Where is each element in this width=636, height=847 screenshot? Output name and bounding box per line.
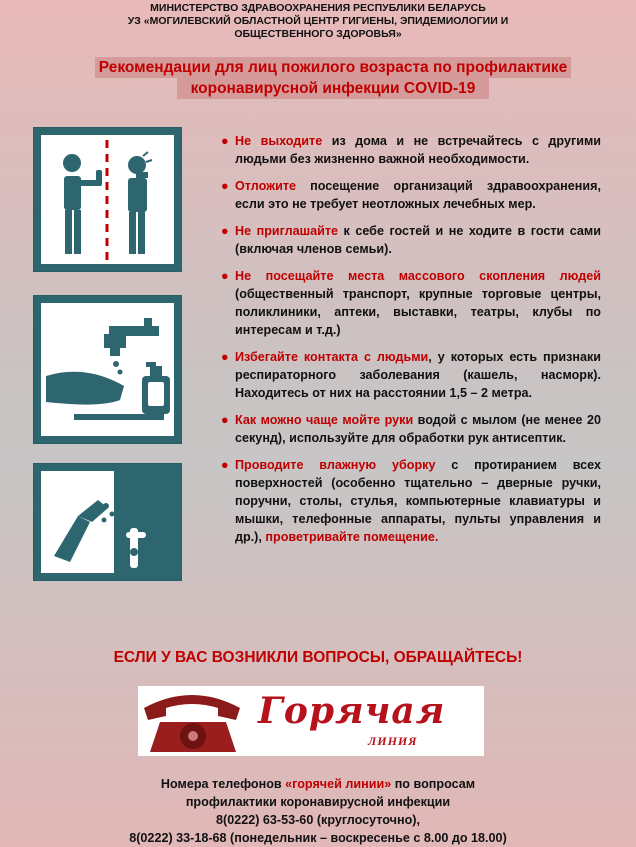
item-text: посещение организаций здравоохранения, если это не требует неотложных лечебных мер. [235,179,601,211]
phone-number-1: 8(0222) 63-53-60 (круглосуточно), [216,813,420,827]
item-highlight: Отложите [235,179,297,193]
no-contact-icon [33,127,182,272]
footer-contacts [0,775,636,847]
item-text: водой с мылом (не менее 20 секунд), используйте для обработки рук антисептик. [235,413,601,445]
list-item [219,267,601,339]
list-item [219,411,601,447]
item-highlight: Не выходите [235,134,323,148]
item-text: (общественный транспорт, крупные торговые центры, поликлиники, аптеки, выставки, театры, клубы по интересам и т.д.) [235,287,601,337]
handwashing-icon [33,295,182,444]
footer-line-1: Номера телефонов «горячей линии» по вопросам [160,777,476,791]
item-highlight: Проводите влажную уборку [235,458,436,472]
item-text: с протиранием всех поверхностей (особенно тщательно – дверные ручки, поручни, столы, стулья, компьютерные клавиатуры и мышки, телефонные аппараты, пульты управления и др.), [235,458,601,544]
bullet-icon: ● [221,224,229,238]
list-item [219,177,601,213]
call-to-action: ЕСЛИ У ВАС ВОЗНИКЛИ ВОПРОСЫ, ОБРАЩАЙТЕСЬ! [113,649,523,666]
item-highlight: проветривайте помещение. [265,530,439,544]
hotline-title: Горячая [258,690,446,732]
list-item [219,348,601,402]
title-line-2: коронавирусной инфекции COVID-19 [177,78,490,99]
list-item [219,222,601,258]
bullet-icon: ● [221,413,229,427]
title-line-1: Рекомендации для лиц пожилого возраста по профилактике [95,57,571,78]
hotline-highlight: «горячей линии» [285,777,392,791]
header-line-1: МИНИСТЕРСТВО ЗДРАВООХРАНЕНИЯ РЕСПУБЛИКИ БЕЛАРУСЬ [150,2,486,14]
telephone-icon [138,686,248,756]
phone-number-2: 8(0222) 33-18-68 (понедельник – воскресенье с 8.00 до 18.00) [129,831,507,845]
item-highlight: Как можно чаще мойте руки [235,413,414,427]
list-item [219,132,601,168]
hotline-banner [138,686,484,756]
bullet-icon: ● [221,134,229,148]
item-text: , у которых есть признаки респираторного заболевания (кашель, насморк). Находитесь от них на расстоянии 1,5 – 2 метра. [235,350,601,400]
header-line-2: УЗ «МОГИЛЕВСКИЙ ОБЛАСТНОЙ ЦЕНТР ГИГИЕНЫ, ЭПИДЕМИОЛОГИИ И [127,15,509,27]
cleaning-icon [33,463,182,581]
item-highlight: Избегайте контакта с людьми [235,350,429,364]
footer-line-2: профилактики коронавирусной инфекции [185,795,451,809]
bullet-icon: ● [221,269,229,283]
bullet-icon: ● [221,179,229,193]
hotline-subtitle: ЛИНИЯ [368,734,418,748]
item-text: из дома и не встречайтесь с другими людьми без жизненно важной необходимости. [235,134,601,166]
bullet-icon: ● [221,458,229,472]
bullet-icon: ● [221,350,229,364]
header-line-3: ОБЩЕСТВЕННОГО ЗДОРОВЬЯ» [234,28,402,40]
item-highlight: Не посещайте места массового скопления людей [235,269,601,283]
list-item [219,456,601,546]
page-title [33,57,633,99]
item-highlight: Не приглашайте [235,224,338,238]
item-text: к себе гостей и не ходите в гости сами (включая членов семьи). [235,224,601,256]
ministry-header [0,2,636,41]
recommendations-list [219,132,601,555]
